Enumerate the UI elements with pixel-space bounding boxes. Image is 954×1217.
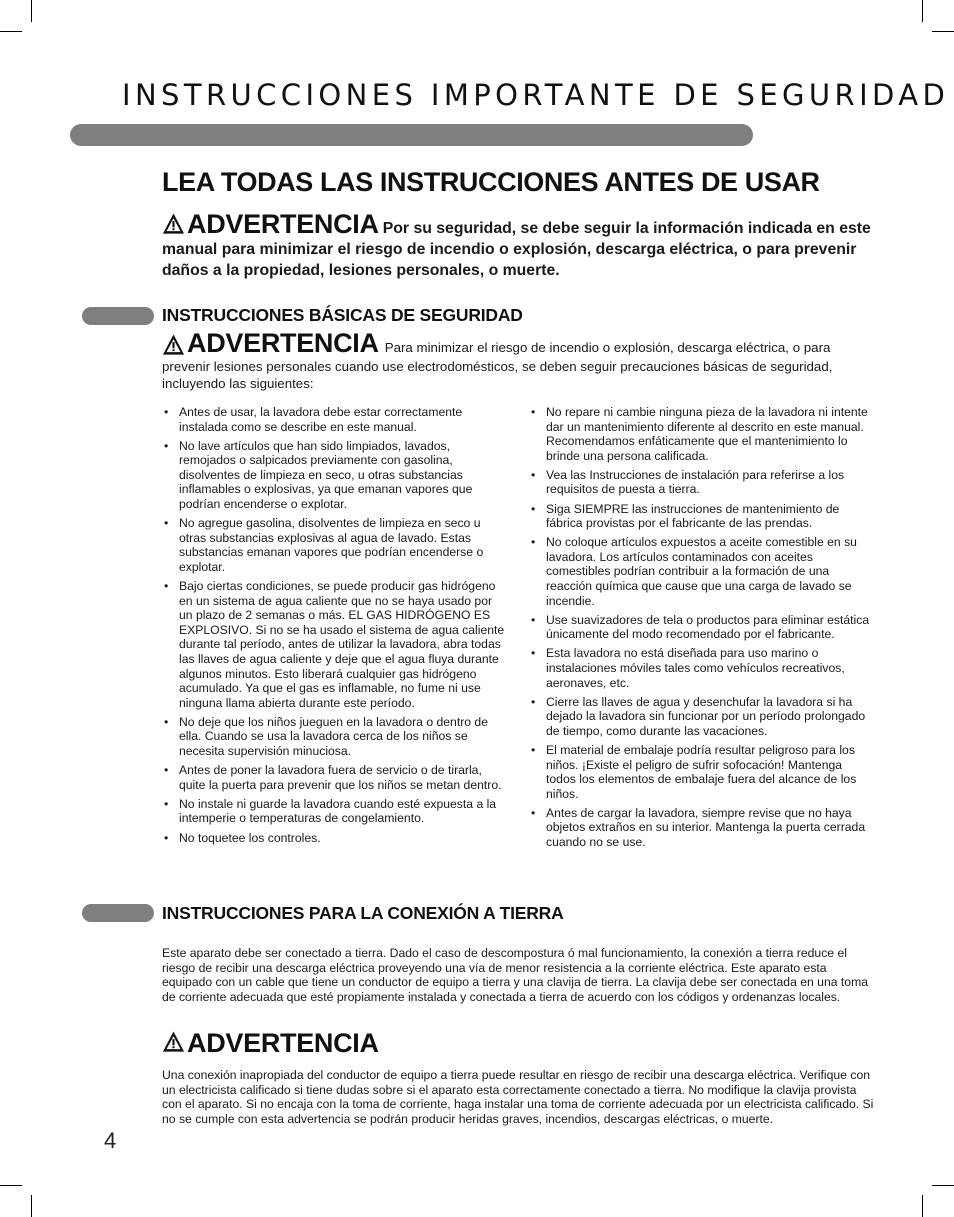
crop-mark bbox=[932, 1185, 954, 1186]
safety-list-right bbox=[529, 405, 871, 854]
read-all-heading: LEA TODAS LAS INSTRUCCIONES ANTES DE USAR bbox=[162, 167, 820, 197]
warning-top-text: Por su seguridad, se debe seguir la información indicada en este manual para minimizar el riesgo de incendio o explosión, descarga eléctrica, o para prevenir daños a la propiedad, lesiones personales, o muerte. bbox=[162, 220, 871, 279]
crop-mark bbox=[0, 1185, 22, 1186]
list-item: • No coloque artículos expuestos a aceite comestible en su lavadora. Los artículos contaminados con aceites comestibles podrían contribuir a la formación de una reacción química que cause que una carga de lavado se incendie. bbox=[529, 535, 871, 608]
crop-mark bbox=[31, 1195, 32, 1217]
list-item: • Use suavizadores de tela o productos para eliminar estática únicamente del modo recomendado por el fabricante. bbox=[529, 613, 871, 642]
list-item: • Cierre las llaves de agua y desenchufar la lavadora si ha dejado la lavadora sin funcionar por un período prolongado de tiempo, como durante las vacaciones. bbox=[529, 695, 871, 739]
section-pill bbox=[82, 904, 154, 922]
warning-top bbox=[162, 209, 872, 281]
warning-triangle-icon bbox=[162, 212, 185, 235]
warning-basic-text: Para minimizar el riesgo de incendio o explosión, descarga eléctrica, o para prevenir lesiones personales cuando use electrodomésticos, se deben seguir precauciones básicas de seguridad, incluyendo las siguientes: bbox=[162, 340, 833, 391]
warning-triangle-icon bbox=[162, 333, 185, 356]
list-item: • Antes de poner la lavadora fuera de servicio o de tirarla, quite la puerta para prevenir que los niños se metan dentro. bbox=[162, 763, 508, 792]
page-title: INSTRUCCIONES IMPORTANTE DE SEGURIDAD bbox=[122, 78, 950, 112]
list-item: • No lave artículos que han sido limpiados, lavados, remojados o salpicados previamente con gasolina, disolventes de limpieza en seco, u otras substancias inflamables o explosivas, ya que emanan vapores que podrían encenderse o explotar. bbox=[162, 439, 508, 512]
grounding-text: Este aparato debe ser conectado a tierra. Dado el caso de descompostura ó mal funcionamiento, la conexión a tierra reduce el riesgo de recibir una descarga eléctrica proveyendo una vía de menor resistencia a la corriente eléctrica. Este aparato esta equipado con un cable que tiene un conductor de equipo a tierra y una clavija de tierra. La clavija debe ser conectada en una toma de corriente adecuada que esté propiamente instalada y conectada a tierra de acuerdo con los códigos y ordenanzas locales. bbox=[162, 946, 869, 1004]
list-item: • El material de embalaje podría resultar peligroso para los niños. ¡Existe el peligro de sufrir sofocación! Mantenga todos los elementos de embalaje fuera del alcance de los niños. bbox=[529, 743, 871, 801]
warning-label: ADVERTENCIA bbox=[162, 335, 379, 358]
crop-mark bbox=[31, 0, 32, 22]
list-item: • Bajo ciertas condiciones, se puede producir gas hidrógeno en un sistema de agua caliente que no se haya usado por un plazo de 2 semanas o más. EL GAS HIDRÓGENO ES EXPLOSIVO. Si no se ha usado el sistema de agua caliente durante tal período, antes de utilizar la lavadora, abra todas las llaves de agua caliente y deje que el agua fluya durante algunos minutos. Esto liberará cualquier gas hidrógeno acumulado. Ya que el gas es inflamable, no fume ni use ninguna llama abierta durante este período. bbox=[162, 579, 508, 710]
crop-mark bbox=[922, 0, 923, 22]
list-item: • No toquetee los controles. bbox=[162, 831, 508, 846]
list-item: • Antes de cargar la lavadora, siempre revise que no haya objetos extraños en su interior. Mantenga la puerta cerrada cuando no se use. bbox=[529, 806, 871, 850]
crop-mark bbox=[0, 31, 22, 32]
basic-safety-heading: INSTRUCCIONES BÁSICAS DE SEGURIDAD bbox=[162, 305, 523, 325]
safety-list-left bbox=[162, 405, 508, 850]
list-item: • No instale ni guarde la lavadora cuando esté expuesta a la intemperie o temperaturas de congelamiento. bbox=[162, 797, 508, 826]
grounding-heading: INSTRUCCIONES PARA LA CONEXIÓN A TIERRA bbox=[162, 903, 564, 923]
list-item: • No deje que los niños jueguen en la lavadora o dentro de ella. Cuando se usa la lavadora cerca de los niños se necesita supervisión minuciosa. bbox=[162, 715, 508, 759]
section-pill bbox=[82, 307, 154, 325]
list-item: • Siga SIEMPRE las instrucciones de mantenimiento de fábrica provistas por el fabricante de las prendas. bbox=[529, 502, 871, 531]
warning-label: ADVERTENCIA bbox=[162, 214, 379, 237]
warning-basic bbox=[162, 328, 872, 392]
title-divider-bar bbox=[70, 124, 753, 146]
list-item: • No repare ni cambie ninguna pieza de la lavadora ni intente dar un mantenimiento diferente al descrito en este manual. Recomendamos enfáticamente que el mantenimiento lo brinde una persona calificada. bbox=[529, 405, 871, 463]
warning-label: ADVERTENCIA bbox=[162, 1028, 379, 1059]
list-item: • Antes de usar, la lavadora debe estar correctamente instalada como se describe en este manual. bbox=[162, 405, 508, 434]
list-item: • No agregue gasolina, disolventes de limpieza en seco u otras substancias explosivas al agua de lavado. Estas substancias emanan vapores que podrían encenderse o explotar. bbox=[162, 516, 508, 574]
list-item: • Vea las Instrucciones de instalación para referirse a los requisitos de puesta a tierra. bbox=[529, 468, 871, 497]
crop-mark bbox=[922, 1195, 923, 1217]
page-number: 4 bbox=[104, 1128, 117, 1153]
list-item: • Esta lavadora no está diseñada para uso marino o instalaciones móviles tales como vehículos recreativos, aeronaves, etc. bbox=[529, 646, 871, 690]
warning-triangle-icon bbox=[162, 1030, 185, 1053]
crop-mark bbox=[932, 31, 954, 32]
grounding-warning-text: Una conexión inapropiada del conductor de equipo a tierra puede resultar en riesgo de recibir una descarga eléctrica. Verifique con un electricista calificado si tiene dudas sobre si el aparato esta correctamente conectado a tierra. No modifique la clavija provista con el aparato. Si no encaja con la toma de corriente, haga instalar una toma de corriente adecuada por un electricista calificado. Si no se cumple con esta advertencia se podrán producir heridas graves, incendios, descargas eléctricas, o muerte. bbox=[162, 1068, 874, 1126]
